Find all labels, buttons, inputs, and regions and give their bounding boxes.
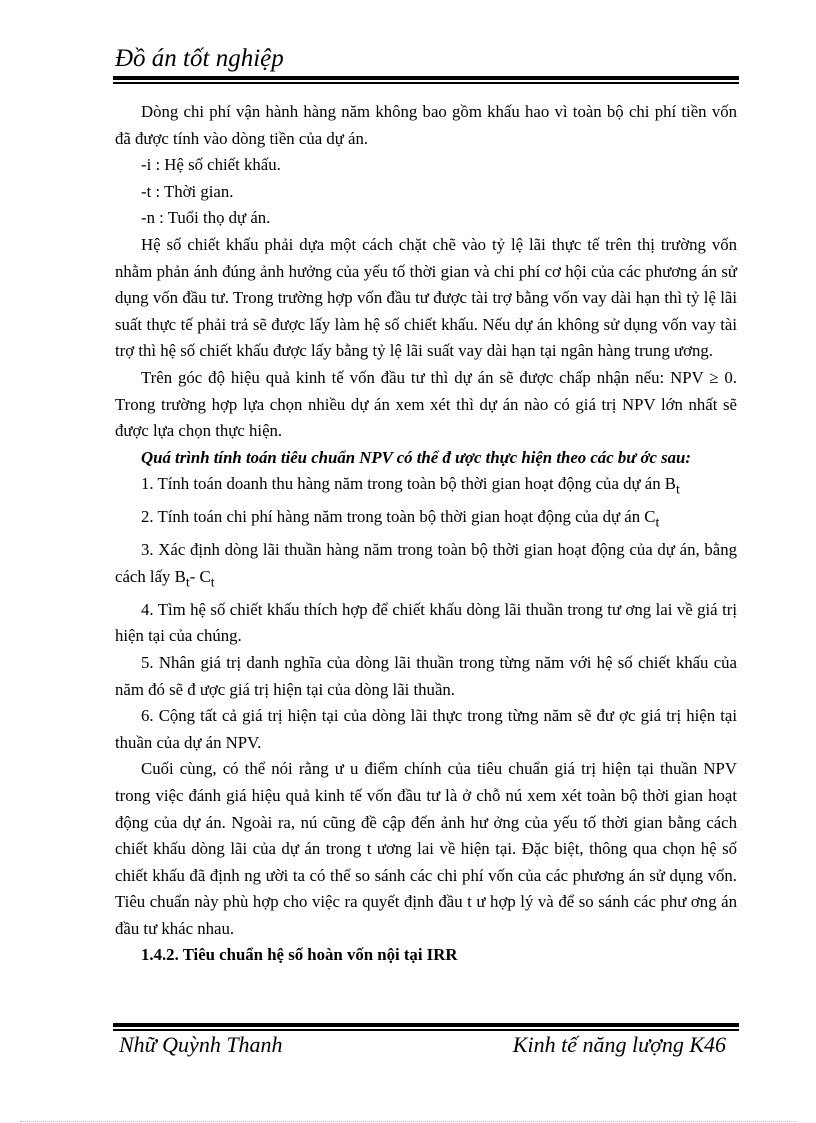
paragraph: Hệ số chiết khấu phải dựa một cách chặt chẽ vào tỷ lệ lãi thực tế trên thị trường vốn nhằm phản ánh đúng ảnh hưởng của yếu tố thời gian và chi phí cơ hội của các phương án sử dụng vốn đầu tư. Trong trường hợp vốn đầu tư được tài trợ bằng vốn vay dài hạn thì tỷ lệ lãi suất thực tế phải trả sẽ được lấy làm hệ số chiết khấu. Nếu dự án không sử dụng vốn vay tài trợ thì hệ số chiết khấu được lấy bằng tỷ lệ lãi suất vay dài hạn tại ngân hàng trung ương. (115, 234, 737, 361)
header-rule-thin (113, 82, 739, 84)
step-3-text: 3. Xác định dòng lãi thuần hàng năm trong toàn bộ thời gian hoạt động của dự án, bằng cách lấy B (115, 540, 737, 586)
paragraph: Trên góc độ hiệu quả kinh tế vốn đầu tư thì dự án sẽ được chấp nhận nếu: NPV ≥ 0. Trong trường hợp lựa chọn nhiều dự án xem xét thì dự án nào có giá trị NPV lớn nhất sẽ được lựa chọn thực hiện. (115, 367, 737, 441)
step-4: 4. Tìm hệ số chiết khấu thích hợp để chiết khấu dòng lãi thuần trong tư ơng lai về giá trị hiện tại của chúng. (115, 599, 737, 646)
footer-author: Nhữ Quỳnh Thanh (119, 1032, 283, 1057)
body-text (115, 99, 737, 969)
step-3-subscript-b: t (185, 575, 190, 591)
variable-definition: -t : Thời gian. (141, 181, 234, 201)
footer-class: Kinh tế năng lượng K46 (512, 1032, 726, 1057)
section-heading: 1.4.2. Tiêu chuẩn hệ số hoàn vốn nội tại IRR (141, 945, 458, 965)
procedure-heading: Quá trình tính toán tiêu chuẩn NPV có thể đ ược thực hiện theo các bư ớc sau: (141, 447, 691, 467)
step-3-minus-c: - C (189, 566, 211, 586)
variable-definition: -i : Hệ số chiết khấu. (141, 155, 281, 175)
header-rule-thick (113, 76, 739, 80)
page-bottom-border (20, 1121, 796, 1122)
step-1 (115, 471, 737, 504)
step-1-subscript: t (676, 482, 680, 498)
step-2 (115, 504, 737, 537)
paragraph: Dòng chi phí vận hành hàng năm không bao gồm khấu hao vì toàn bộ chi phí tiền vốn đã được tính vào dòng tiền của dự án. (115, 102, 737, 148)
step-5: 5. Nhân giá trị danh nghĩa của dòng lãi thuần trong từng năm với hệ số chiết khấu của năm đó sẽ đ ược giá trị hiện tại của dòng lãi thuần. (115, 652, 737, 699)
step-2-text: 2. Tính toán chi phí hàng năm trong toàn bộ thời gian hoạt động của dự án C (141, 507, 656, 527)
variable-definition: -n : Tuổi thọ dự án. (141, 208, 271, 228)
header-title: Đồ án tốt nghiệp (115, 45, 284, 72)
step-3 (115, 537, 737, 597)
step-3-subscript-c: t (210, 575, 215, 591)
step-2-subscript: t (655, 515, 660, 531)
step-1-text: 1. Tính toán doanh thu hàng năm trong toàn bộ thời gian hoạt động của dự án B (141, 474, 676, 494)
step-6: 6. Cộng tất cả giá trị hiện tại của dòng lãi thực trong từng năm sẽ đư ợc giá trị hiện tại thuần của dự án NPV. (115, 706, 737, 752)
conclusion-paragraph: Cuối cùng, có thể nói rằng ư u điểm chính của tiêu chuẩn giá trị hiện tại thuần NPV trong việc đánh giá hiệu quả kinh tế vốn đầu tư là ở chỗ nú xem xét toàn bộ thời gian hoạt động của dự án. Ngoài ra, nú cũng đề cập đến ảnh hư ởng của yếu tố thời gian bằng cách chiết khấu dòng lãi của dự án trong t ương lai về hiện tại. Đặc biệt, thông qua chọn hệ số chiết khấu đã định ng ười ta có thể so sánh các chi phí vốn của các phương án sử dụng vốn. Tiêu chuẩn này phù hợp cho việc ra quyết định đầu t ư hợp lý và để so sánh các phư ơng án đầu tư khác nhau. (115, 759, 737, 938)
footer-rule-thick (113, 1023, 739, 1027)
